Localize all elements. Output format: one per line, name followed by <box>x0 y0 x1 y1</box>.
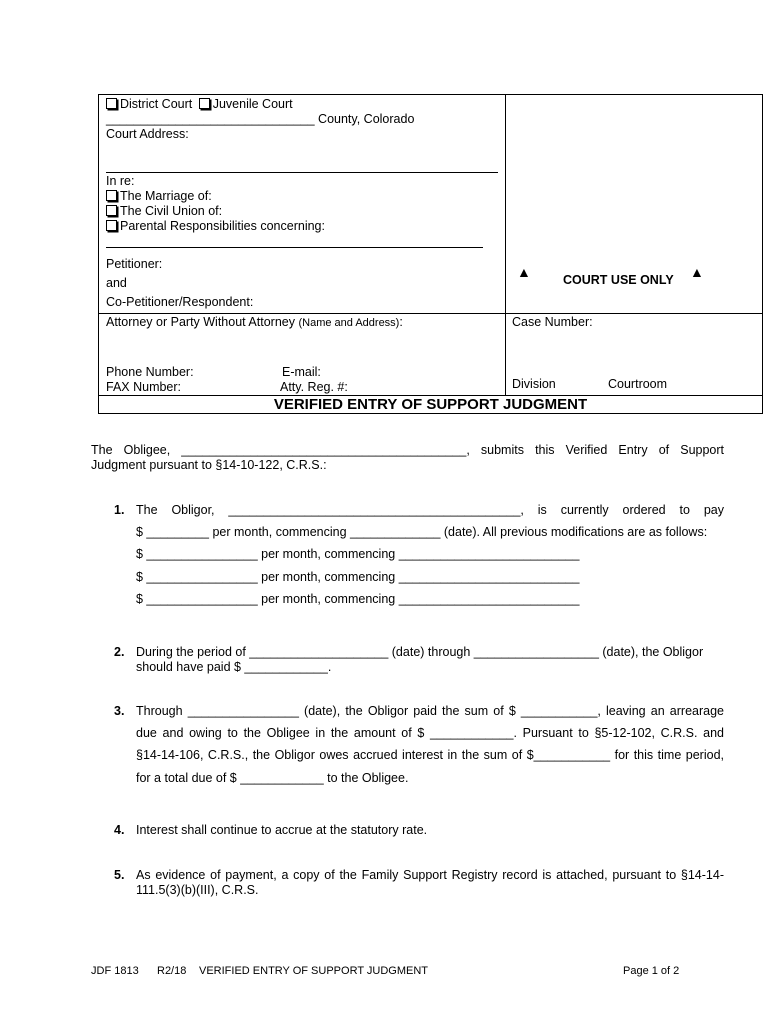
parental-checkbox[interactable] <box>106 220 117 231</box>
co-petitioner-label: Co-Petitioner/Respondent: <box>106 295 254 309</box>
item-number-1: 1. <box>114 503 125 517</box>
item-number-3: 3. <box>114 704 125 718</box>
courtroom-label: Courtroom <box>608 377 668 391</box>
district-court-label: District Court <box>120 97 193 111</box>
item-1-line-2[interactable]: $ _________ per month, commencing _____________ (date). All previous modifications are as follows: <box>136 525 708 539</box>
item-1-modification-1[interactable]: $ ________________ per month, commencing __________________________ <box>136 547 580 561</box>
attorney-label: Attorney or Party Without Attorney <box>106 315 295 329</box>
court-use-only-label: COURT USE ONLY <box>563 273 674 287</box>
district-court-checkbox[interactable] <box>106 98 117 109</box>
obligee-field[interactable]: _________________________________________, <box>181 443 470 457</box>
court-address-label: Court Address: <box>106 127 189 141</box>
parental-label: Parental Responsibilities concerning: <box>120 219 325 233</box>
item-3-line-3[interactable]: §14-14-106, C.R.S., the Obligor owes accrued interest in the sum of $___________ for this time period, <box>136 748 724 762</box>
civil-union-row <box>106 204 222 218</box>
item-1-modification-2[interactable]: $ ________________ per month, commencing __________________________ <box>136 570 580 584</box>
item-5-line-2: 111.5(3)(b)(III), C.R.S. <box>136 883 259 897</box>
marriage-row <box>106 189 212 203</box>
up-triangle-icon: ▲ <box>517 264 531 280</box>
in-re-label: In re: <box>106 174 135 188</box>
county-row <box>106 112 414 126</box>
footer-form-title: VERIFIED ENTRY OF SUPPORT JUDGMENT <box>199 965 428 977</box>
item-2-line-2[interactable]: should have paid $ ____________. <box>136 660 332 674</box>
item-1-line-1: The Obligor, __________________________________________, is currently ordered to pay <box>136 503 724 517</box>
item-number-5: 5. <box>114 868 125 882</box>
juvenile-court-label: Juvenile Court <box>212 97 293 111</box>
item-3-line-1[interactable]: Through ________________ (date), the Obligor paid the sum of $ ___________, leaving an arrearage <box>136 704 724 718</box>
fax-label: FAX Number: <box>106 380 182 394</box>
intro-line-1: The Obligee, _________________________________________, submits this Verified Entry of Support <box>91 443 725 457</box>
court-address-line[interactable] <box>106 172 498 173</box>
item-3-line-2[interactable]: due and owing to the Obligee in the amount of $ ____________. Pursuant to §5-12-102, C.R.S. and <box>136 726 724 740</box>
atty-reg-label: Atty. Reg. #: <box>280 380 348 394</box>
county-label: County, Colorado <box>318 112 415 126</box>
email-label: E-mail: <box>282 365 321 379</box>
intro-line-2: Judgment pursuant to §14-10-122, C.R.S.: <box>91 458 327 472</box>
footer-form-id: JDF 1813 <box>91 965 139 977</box>
footer-revision: R2/18 <box>157 965 187 977</box>
item-number-4: 4. <box>114 823 125 837</box>
caption-table <box>98 94 763 414</box>
juvenile-court-checkbox[interactable] <box>199 98 210 109</box>
petitioner-label: Petitioner: <box>106 257 163 271</box>
item-1-modification-3[interactable]: $ ________________ per month, commencing __________________________ <box>136 592 580 606</box>
attorney-colon: : <box>399 315 403 329</box>
parental-row <box>106 219 325 233</box>
up-triangle-icon: ▲ <box>690 264 704 280</box>
court-type-row <box>106 97 293 111</box>
caption-divider-attorney <box>98 313 763 314</box>
and-label: and <box>106 276 127 290</box>
attorney-row <box>106 315 403 329</box>
item-4-text: Interest shall continue to accrue at the statutory rate. <box>136 823 428 837</box>
marriage-label: The Marriage of: <box>120 189 212 203</box>
item-2-line-1[interactable]: During the period of ____________________ (date) through __________________ (date), the Obligor <box>136 645 704 659</box>
county-field[interactable]: ______________________________ <box>106 112 315 126</box>
item-3-line-4[interactable]: for a total due of $ ____________ to the Obligee. <box>136 771 409 785</box>
civil-union-label: The Civil Union of: <box>120 204 223 218</box>
case-number-label: Case Number: <box>512 315 593 329</box>
phone-label: Phone Number: <box>106 365 194 379</box>
marriage-checkbox[interactable] <box>106 190 117 201</box>
caption-vertical-divider <box>505 94 506 396</box>
obligor-field[interactable]: __________________________________________, <box>228 503 524 517</box>
footer-page-number: Page 1 of 2 <box>623 965 680 977</box>
division-label: Division <box>512 377 556 391</box>
parties-line[interactable] <box>106 247 483 248</box>
item-number-2: 2. <box>114 645 125 659</box>
form-title: VERIFIED ENTRY OF SUPPORT JUDGMENT <box>273 396 588 413</box>
item-5-line-1: As evidence of payment, a copy of the Family Support Registry record is attached, pursuant to §14-14- <box>136 868 724 882</box>
attorney-note: (Name and Address) <box>298 317 400 329</box>
civil-union-checkbox[interactable] <box>106 205 117 216</box>
